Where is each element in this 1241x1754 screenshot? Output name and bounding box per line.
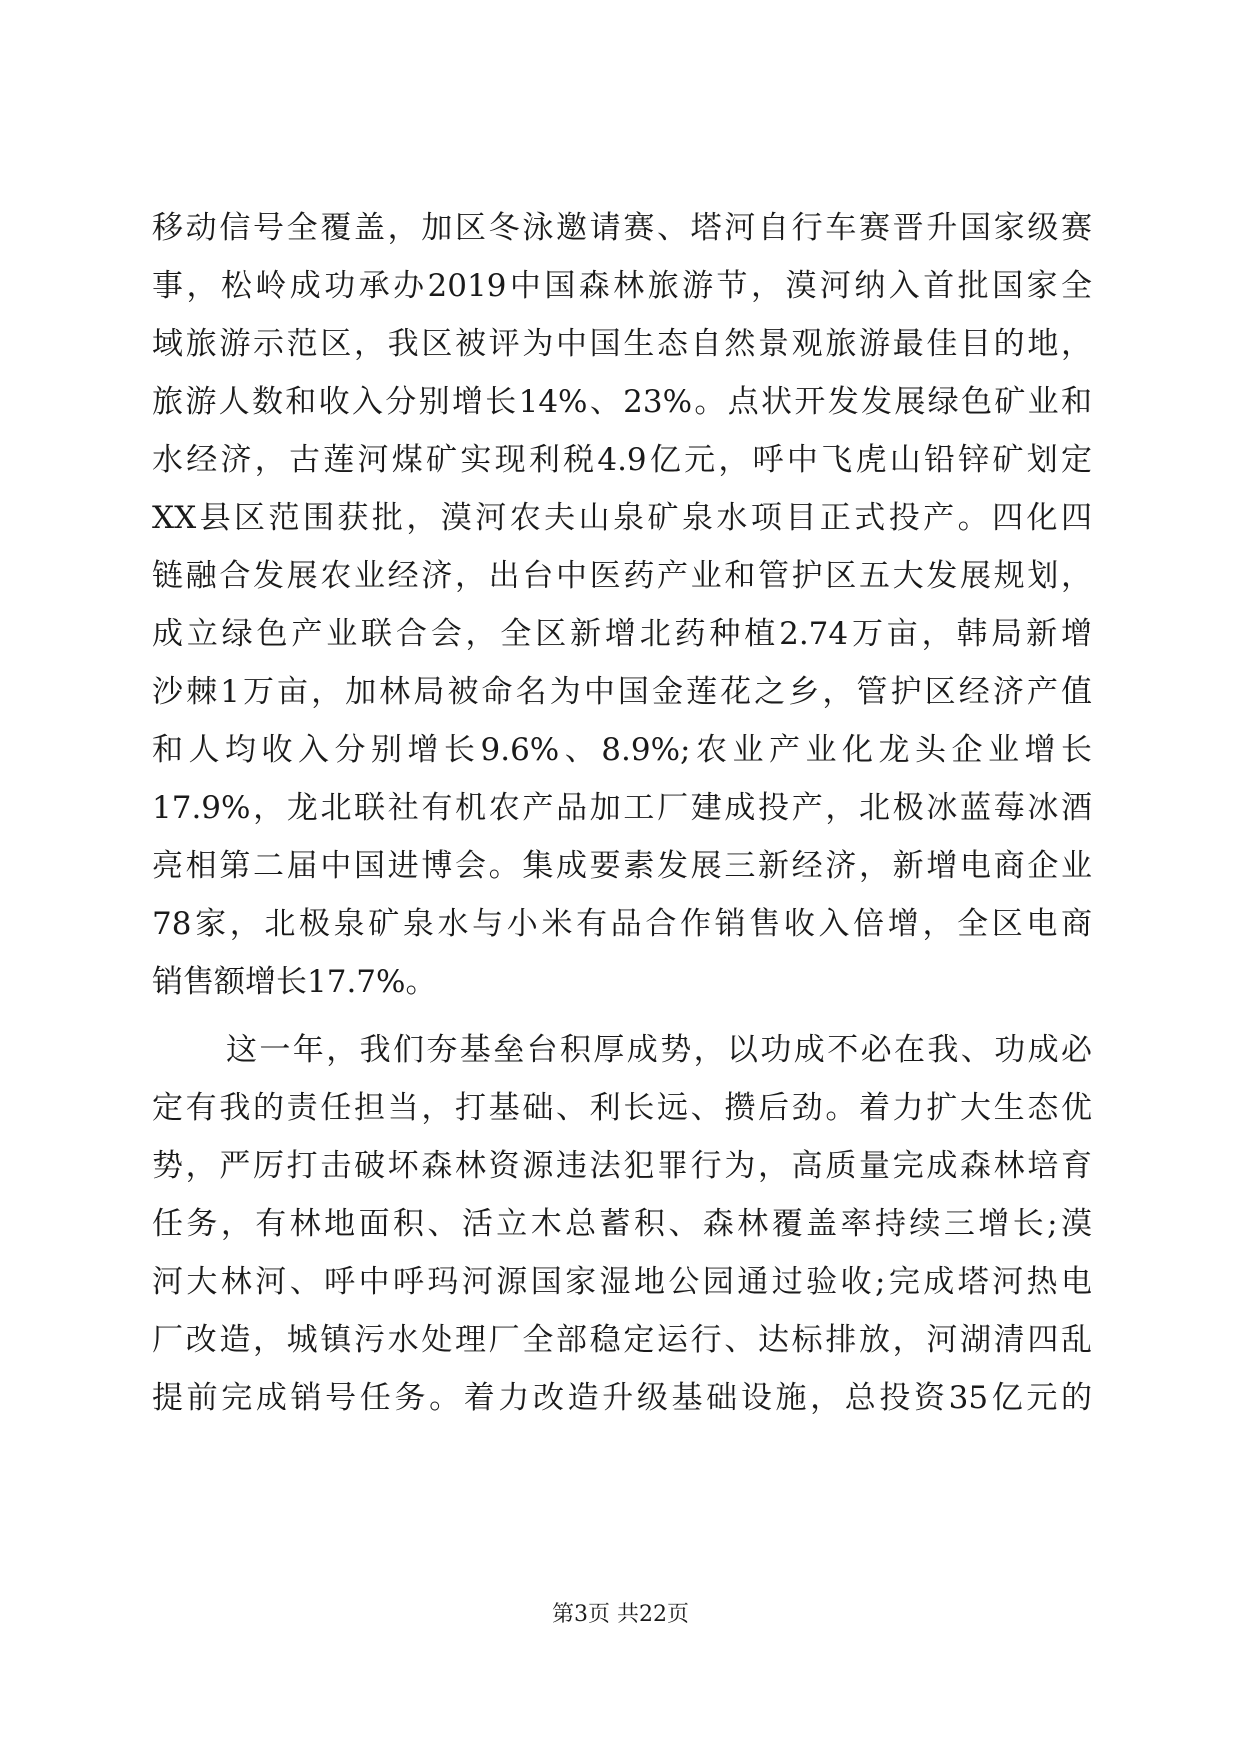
paragraph-first-line: 这一年，我们夯基垒台积厚成势，以功成不必在我、功成必 — [226, 1032, 1092, 1068]
body-text-line: 提前完成销号任务。着力改造升级基础设施，总投资35亿元的 — [152, 1380, 1092, 1416]
body-text-line: 成立绿色产业联合会，全区新增北药种植2.74万亩，韩局新增 — [152, 616, 1092, 652]
page-number-footer: 第3页 共22页 — [552, 1602, 689, 1627]
body-text-line: 域旅游示范区，我区被评为中国生态自然景观旅游最佳目的地， — [152, 326, 1092, 362]
body-text-line: 水经济，古莲河煤矿实现利税4.9亿元，呼中飞虎山铅锌矿划定 — [152, 442, 1092, 478]
body-text-line: 事，松岭成功承办2019中国森林旅游节，漠河纳入首批国家全 — [152, 268, 1092, 304]
body-text-line: XX县区范围获批，漠河农夫山泉矿泉水项目正式投产。四化四 — [152, 500, 1092, 536]
body-text-line: 亮相第二届中国进博会。集成要素发展三新经济，新增电商企业 — [152, 848, 1092, 884]
body-text-line: 17.9%，龙北联社有机农产品加工厂建成投产，北极冰蓝莓冰酒 — [152, 790, 1092, 826]
body-text-line: 势，严厉打击破坏森林资源违法犯罪行为，高质量完成森林培育 — [152, 1148, 1092, 1184]
body-text-line: 旅游人数和收入分别增长14%、23%。点状开发发展绿色矿业和 — [152, 384, 1092, 420]
body-text-line: 销售额增长17.7%。 — [152, 964, 437, 1000]
body-text-line: 任务，有林地面积、活立木总蓄积、森林覆盖率持续三增长;漠 — [152, 1206, 1092, 1242]
body-text-line: 厂改造，城镇污水处理厂全部稳定运行、达标排放，河湖清四乱 — [152, 1322, 1092, 1358]
body-text-line: 移动信号全覆盖，加区冬泳邀请赛、塔河自行车赛晋升国家级赛 — [152, 210, 1092, 246]
body-text-line: 定有我的责任担当，打基础、利长远、攒后劲。着力扩大生态优 — [152, 1090, 1092, 1126]
body-text-line: 沙棘1万亩，加林局被命名为中国金莲花之乡，管护区经济产值 — [152, 674, 1092, 710]
body-text-line: 和人均收入分别增长9.6%、8.9%;农业产业化龙头企业增长 — [152, 732, 1092, 768]
body-text-line: 链融合发展农业经济，出台中医药产业和管护区五大发展规划， — [152, 558, 1092, 594]
body-text-line: 河大林河、呼中呼玛河源国家湿地公园通过验收;完成塔河热电 — [152, 1264, 1092, 1300]
body-text-line: 78家，北极泉矿泉水与小米有品合作销售收入倍增，全区电商 — [152, 906, 1092, 942]
